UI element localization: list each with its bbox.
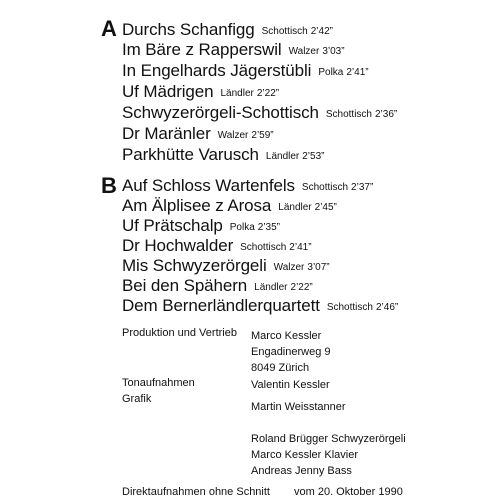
musician-2: Marco Kessler Klavier [251, 449, 358, 461]
track-title: Auf Schloss Wartenfels [122, 176, 295, 195]
track-b5 [122, 256, 330, 276]
production-street: Engadinerweg 9 [251, 346, 331, 358]
track-title: Schwyzerörgeli-Schottisch [122, 103, 319, 122]
track-duration: 2’41” [346, 67, 369, 78]
track-meta [318, 67, 368, 78]
track-meta [289, 46, 345, 57]
track-duration: 2’41” [289, 242, 312, 253]
track-a3 [122, 61, 369, 81]
track-meta [327, 302, 398, 313]
track-meta [218, 130, 274, 141]
track-style: Schottisch [326, 302, 373, 313]
track-style: Ländler [278, 202, 312, 213]
track-duration: 2’46” [375, 302, 399, 313]
track-b4 [122, 236, 312, 256]
track-title: Dr Hochwalder [122, 236, 234, 255]
track-duration: 2’22” [290, 282, 313, 293]
production-name: Marco Kessler [251, 330, 322, 342]
track-title: Uf Prätschalp [122, 216, 223, 235]
track-style: Polka [229, 222, 255, 233]
track-meta [230, 222, 280, 233]
track-duration: 2’35” [257, 222, 281, 233]
track-style: Ländler [254, 282, 288, 293]
graphics-label: Grafik [122, 393, 152, 405]
track-title: Durchs Schanfigg [122, 20, 255, 39]
track-title: Uf Mädrigen [122, 82, 214, 101]
track-title: Im Bäre z Rapperswil [122, 40, 282, 59]
production-city: 8049 Zürich [251, 362, 310, 374]
track-b3 [122, 216, 280, 236]
track-duration: 3’03” [322, 46, 345, 57]
track-duration: 2’45” [314, 202, 337, 213]
track-style: Schottisch [301, 182, 349, 193]
track-meta [240, 242, 311, 253]
track-title: Dr Maränler [122, 124, 211, 143]
track-meta [266, 151, 325, 162]
track-b1 [122, 176, 373, 196]
musician-3: Andreas Jenny Bass [251, 465, 352, 477]
production-label: Produktion und Vertrieb [122, 327, 237, 339]
track-title: Am Älplisee z Arosa [122, 196, 272, 215]
track-meta [254, 282, 313, 293]
track-duration: 3’07” [307, 262, 330, 273]
track-style: Walzer [217, 130, 249, 141]
track-meta [274, 262, 330, 273]
track-meta [326, 109, 397, 120]
track-style: Schottisch [325, 109, 372, 120]
track-duration: 2’22” [256, 88, 280, 99]
track-a5 [122, 103, 397, 123]
track-title: Parkhütte Varusch [122, 145, 259, 164]
side-a-letter: A [101, 16, 117, 41]
track-style: Polka [318, 67, 344, 78]
track-meta [302, 182, 373, 193]
track-a2 [122, 40, 345, 60]
track-style: Walzer [288, 46, 320, 57]
recording-name: Valentin Kessler [251, 379, 330, 391]
track-duration: 2’37” [351, 182, 374, 193]
track-duration: 2’53” [302, 151, 325, 162]
track-a6 [122, 124, 274, 144]
track-b6 [122, 276, 313, 296]
track-b7 [122, 296, 398, 316]
track-a7 [122, 145, 325, 165]
track-title: In Engelhards Jägerstübli [122, 61, 312, 80]
track-title: Mis Schwyzerörgeli [122, 256, 267, 275]
track-style: Ländler [265, 151, 300, 162]
recording-note: Direktaufnahmen ohne Schnitt [122, 486, 270, 498]
track-meta [262, 26, 333, 37]
recording-date: vom 20. Oktober 1990 [294, 486, 403, 498]
recording-label: Tonaufnahmen [122, 377, 195, 389]
track-meta [278, 202, 337, 213]
graphics-name: Martin Weisstanner [251, 401, 346, 413]
track-duration: 2’59” [251, 130, 274, 141]
track-duration: 2’42” [310, 26, 333, 37]
side-b-letter: B [101, 173, 117, 198]
track-a1 [122, 20, 333, 40]
track-style: Schottisch [240, 242, 287, 253]
track-title: Bei den Spähern [122, 276, 248, 295]
track-b2 [122, 196, 337, 216]
track-duration: 2’36” [375, 109, 398, 120]
track-style: Walzer [273, 262, 305, 273]
track-style: Schottisch [261, 26, 308, 37]
track-meta [221, 88, 280, 99]
track-title: Dem Bernerländlerquartett [122, 296, 320, 315]
musician-1: Roland Brügger Schwyzerörgeli [251, 433, 406, 445]
track-style: Ländler [220, 88, 254, 99]
track-a4 [122, 82, 279, 102]
